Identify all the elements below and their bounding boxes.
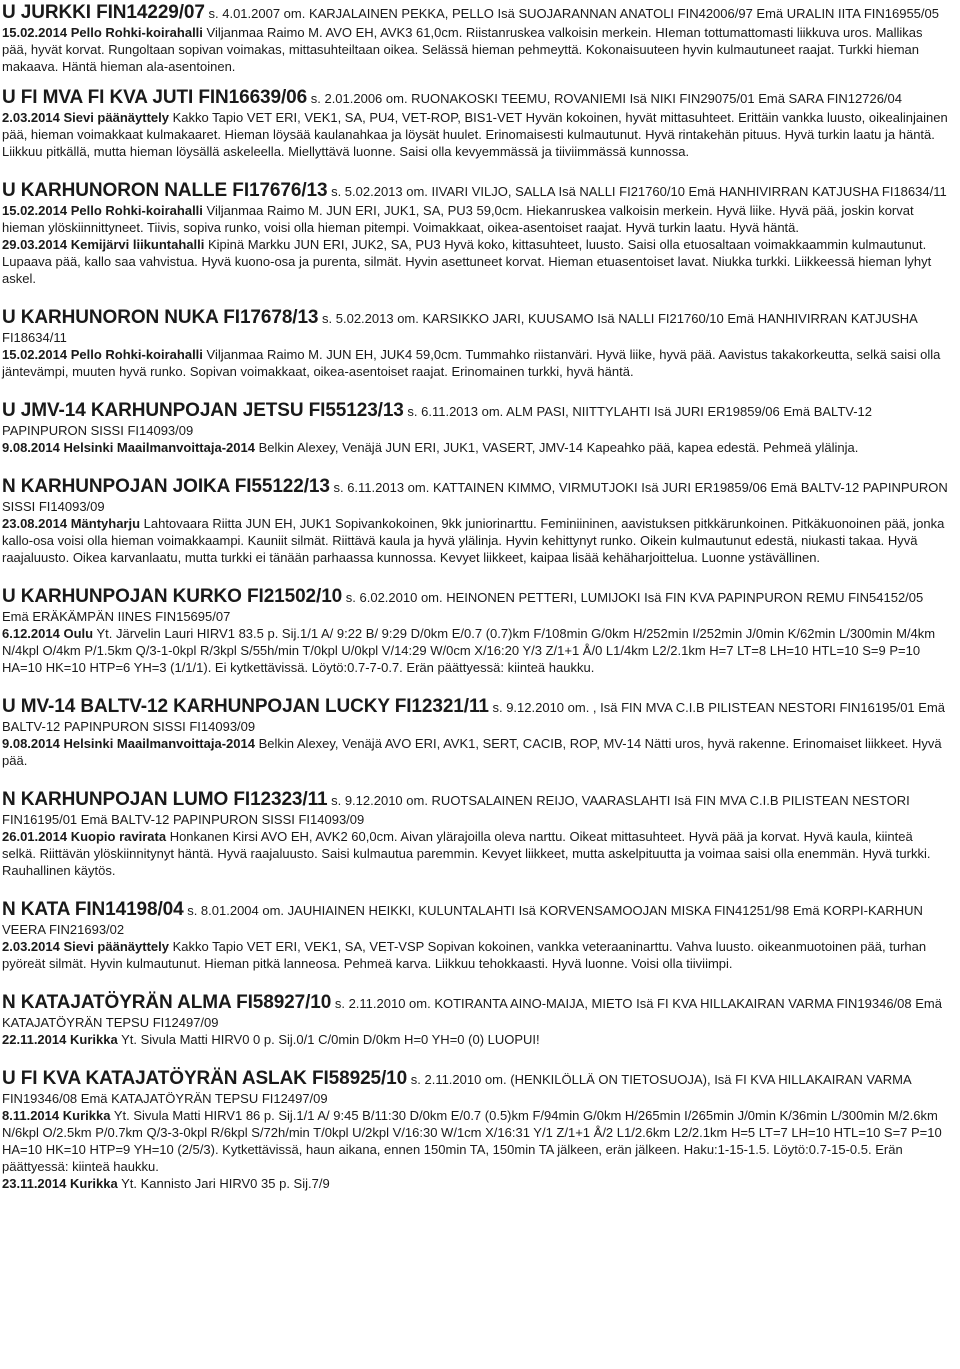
entry-heading xyxy=(2,696,948,735)
event-name: Sievi päänäyttely xyxy=(63,939,169,954)
dog-name: U KARHUNORON NALLE FI17676/13 xyxy=(2,180,328,201)
dog-pedigree: s. 2.11.2010 om. KOTIRANTA AINO-MAIJA, MIETO Isä FI KVA HILLAKAIRAN VARMA FIN19346/08 Emä KATAJATÖYRÄN TEPSU FI12497/09 xyxy=(2,996,942,1030)
dog-entry xyxy=(2,87,948,160)
entry-heading xyxy=(2,899,948,938)
show-result xyxy=(2,1107,948,1175)
show-result xyxy=(2,236,948,287)
dog-entry xyxy=(2,586,948,676)
event-date: 2.03.2014 xyxy=(2,939,60,954)
show-result xyxy=(2,625,948,676)
dog-pedigree: s. 2.01.2006 om. RUONAKOSKI TEEMU, ROVANIEMI Isä NIKI FIN29075/01 Emä SARA FIN12726/04 xyxy=(310,91,902,106)
event-critique: Lahtovaara Riitta JUN EH, JUK1 Sopivankokoinen, 9kk juniorinarttu. Feminiininen, aavistuksen pitkkärunkoinen. Pitkäkuonoinen pää, jonka kallo-osa voisi olla hieman voimakkaampi. Kauniit silmät. Riittävä kaula ja hyvä ylälinja. Hyvin kehittynyt runko. Oikein kulmautunut edestä, niukasti takaa. Hyvä raajaluusto. Oikea karvanlaatu, mutta turkki ei tänään parhaassa kunnossa. Kevyet liikkeet, kaipaa lisää kehäharjoittelua. Luonne ystävällinen. xyxy=(2,516,945,565)
event-name: Pello Rohki-koirahalli xyxy=(70,347,203,362)
event-date: 26.01.2014 xyxy=(2,829,68,844)
event-critique: Kakko Tapio VET ERI, VEK1, SA, VET-VSP Sopivan kokoinen, vankka veteraaninarttu. Vahva luusto. oikeanmuotoinen pää, turhan pyöreät silmät. Hyvin kulmautunut. Hieman pitkä lanneosa. Pehmeä karva. Liikkuu tehokkaasti. Hyvä luonne. Voisi olla tiiviimpi. xyxy=(2,939,927,971)
event-date: 29.03.2014 xyxy=(2,237,68,252)
show-result xyxy=(2,346,948,380)
dog-name: N KATAJATÖYRÄN ALMA FI58927/10 xyxy=(2,992,332,1013)
dog-entry xyxy=(2,1068,948,1192)
event-critique: Yt. Järvelin Lauri HIRV1 83.5 p. Sij.1/1 A/ 9:22 B/ 9:29 D/0km E/0.7 (0.7)km F/108min G/0km H/252min I/252min J/0min K/62min L/300min M/4km N/4kpl O/4km P/1.5km Q/3-1-0kpl R/3kpl S/55h/min T/0kpl U/0kpl V/14:29 W/0cm X/16:20 Y/3 Z/1+1 Å/0 L1/4km L2/2.1km H=7 LT=8 LH=10 HTL=10 S=9 P=10 HA=10 HK=10 HTP=6 YH=3 (1/1/1). Ei kytkettävissä. Löytö:0.7-7-0.7. Erän päättyessä: kiinteä haukku. xyxy=(2,626,936,675)
dog-name: U KARHUNORON NUKA FI17678/13 xyxy=(2,307,319,328)
dog-entry xyxy=(2,307,948,380)
dog-entry xyxy=(2,400,948,456)
event-date: 8.11.2014 xyxy=(2,1108,60,1123)
event-critique: Viljanmaa Raimo M. JUN EH, JUK4 59,0cm. Tummahko riistanväri. Hyvä liike, hyvä pää. Aavistus takakorkeutta, selkä saisi olla jäntevämpi, muuten hyvä runko. Sopivan voimakkaat, oikea-asentoiset raajat. Erinomainen turkki, hyvä häntä. xyxy=(2,347,941,379)
event-name: Oulu xyxy=(63,626,94,641)
show-result xyxy=(2,828,948,879)
event-date: 22.11.2014 xyxy=(2,1032,67,1047)
dog-pedigree: s. 6.11.2013 om. KATTAINEN KIMMO, VIRMUTJOKI Isä JURI ER19859/06 Emä BALTV-12 PAPINPURON SISSI FI14093/09 xyxy=(2,480,948,514)
show-result xyxy=(2,1175,948,1192)
event-name: Helsinki Maailmanvoittaja-2014 xyxy=(63,440,255,455)
entry-heading xyxy=(2,2,948,24)
dog-name: U FI KVA KATAJATÖYRÄN ASLAK FI58925/10 xyxy=(2,1068,408,1089)
show-result xyxy=(2,202,948,236)
event-date: 23.11.2014 xyxy=(2,1176,67,1191)
entry-heading xyxy=(2,1068,948,1107)
dog-pedigree: s. 5.02.2013 om. IIVARI VILJO, SALLA Isä NALLI FI21760/10 Emä HANHIVIRRAN KATJUSHA FI18634/11 xyxy=(331,184,947,199)
event-name: Mäntyharju xyxy=(70,516,141,531)
show-result xyxy=(2,515,948,566)
entry-heading xyxy=(2,586,948,625)
dog-pedigree: s. 6.02.2010 om. HEINONEN PETTERI, LUMIJOKI Isä FIN KVA PAPINPURON REMU FIN54152/05 Emä ERÄKÄMPÄN IINES FIN15695/07 xyxy=(2,590,924,624)
event-critique: Belkin Alexey, Venäjä JUN ERI, JUK1, VASERT, JMV-14 Kapeahko pää, kapea edestä. Pehmeä ylälinja. xyxy=(258,440,859,455)
event-critique: Viljanmaa Raimo M. AVO EH, AVK3 61,0cm. Riistanruskea valkoisin merkein. HIeman tottumattomasti liikkuva uros. Mallikas pää, hyvät korvat. Rungoltaan sopivan voimakas, mittasuhteiltaan oikea. Selässä hieman pehmeyttä. Kokonaisuuteen hyvin kulmautuneet raajat. Turkki hieman makaava. Häntä hieman ala-asentoinen. xyxy=(2,25,923,74)
event-date: 2.03.2014 xyxy=(2,110,60,125)
show-result xyxy=(2,439,948,456)
dog-name: U KARHUNPOJAN KURKO FI21502/10 xyxy=(2,586,343,607)
dog-name: U FI MVA FI KVA JUTI FIN16639/06 xyxy=(2,87,308,108)
dog-pedigree: s. 4.01.2007 om. KARJALAINEN PEKKA, PELLO Isä SUOJARANNAN ANATOLI FIN42006/97 Emä URALIN IITA FIN16955/05 xyxy=(208,6,939,21)
dog-pedigree: s. 8.01.2004 om. JAUHIAINEN HEIKKI, KULUNTALAHTI Isä KORVENSAMOOJAN MISKA FIN41251/98 Emä KORPI-KARHUN VEERA FIN21693/02 xyxy=(2,903,923,937)
event-date: 6.12.2014 xyxy=(2,626,60,641)
show-result xyxy=(2,1031,948,1048)
event-name: Kurikka xyxy=(69,1176,118,1191)
dog-entry xyxy=(2,476,948,566)
show-result xyxy=(2,24,948,75)
event-name: Helsinki Maailmanvoittaja-2014 xyxy=(63,736,255,751)
event-critique: Yt. Sivula Matti HIRV0 0 p. Sij.0/1 C/0min D/0km H=0 YH=0 (0) LUOPUI! xyxy=(121,1032,540,1047)
event-date: 15.02.2014 xyxy=(2,25,68,40)
entry-heading xyxy=(2,180,948,202)
entry-heading xyxy=(2,992,948,1031)
event-critique: Yt. Sivula Matti HIRV1 86 p. Sij.1/1 A/ 9:45 B/11:30 D/0km E/0.7 (0.5)km F/94min G/0km H/265min I/265min J/0min K/36min L/300min M/2.6km N/6kpl O/2.5km P/0.7km Q/3-3-0kpl R/6kpl S/72h/min T/0kpl U/2kpl V/16:30 W/1cm X/16:31 Y/1 Z/1+1 Å/2 L1/2.6km L2/2.1km H=5 LT=7 LH=10 HTL=10 S=7 P=10 HA=10 HK=10 HTP=9 YH=10 (2/5/3). Kytkettävissä, haun aikana, ennen 150min TA, 150min TA jälkeen, erän jälkeen. Haku:1-15-1.5. Löytö:0.7-15-0.5. Erän päättyessä: kiinteä haukku. xyxy=(2,1108,942,1174)
dog-entry xyxy=(2,696,948,769)
dog-name: N KARHUNPOJAN LUMO FI12323/11 xyxy=(2,789,328,810)
event-date: 23.08.2014 xyxy=(2,516,68,531)
event-date: 9.08.2014 xyxy=(2,736,60,751)
event-date: 9.08.2014 xyxy=(2,440,60,455)
entry-heading xyxy=(2,789,948,828)
event-date: 15.02.2014 xyxy=(2,347,68,362)
dog-entry xyxy=(2,899,948,972)
event-critique: Kakko Tapio VET ERI, VEK1, SA, PU4, VET-ROP, BIS1-VET Hyvän kokoinen, hyvät mittasuhteet. Erittäin vankka luusto, oikealinjainen pää, hieman voimakkaat kulmakaaret. Hieman löysää kaulanahkaa ja löysät huulet. Erinomaisesti kulmautunut. Hyvä rintakehän pituus. Hyvä turkin laatu ja häntä. Liikkuu pitkällä, mutta hieman löysällä askeleella. Miellyttävä luonne. Saisi olla kevyemmässä ja tiiviimmässä kunnossa. xyxy=(2,110,948,159)
dog-entry xyxy=(2,789,948,879)
show-result xyxy=(2,735,948,769)
dog-name: N KATA FIN14198/04 xyxy=(2,899,184,920)
dog-pedigree: s. 9.12.2010 om. , Isä FIN MVA C.I.B PILISTEAN NESTORI FIN16195/01 Emä BALTV-12 PAPINPURON SISSI FI14093/09 xyxy=(2,700,945,734)
entry-heading xyxy=(2,307,948,346)
event-critique: Kipinä Markku JUN ERI, JUK2, SA, PU3 Hyvä koko, kittasuhteet, luusto. Saisi olla etuosaltaan voimakkaammin kulmautunut. Lupaava pää, kallo saa vahvistua. Hyvä kuono-osa ja purenta, silmät. Hyvin asettuneet korvat. Hieman etuasentoiset lavat. Niukka turkki. Liikkeessä hieman lyhyt askel. xyxy=(2,237,932,286)
dog-name: U JURKKI FIN14229/07 xyxy=(2,2,205,23)
event-critique: Honkanen Kirsi AVO EH, AVK2 60,0cm. Aivan ylärajoilla oleva narttu. Oikeat mittasuhteet. Hyvä pää ja korvat. Hyvä kaula, kiinteä selkä. Riittävän ylöskiinnitynyt häntä. Hyvä raajaluusto. Saisi kulmautua paremmin. Kevyet liikkeet, mutta askelpituutta ja voimaa saisi olla enemmän. Hyvä turkki. Rauhallinen käytös. xyxy=(2,829,931,878)
event-name: Pello Rohki-koirahalli xyxy=(70,203,203,218)
event-critique: Viljanmaa Raimo M. JUN ERI, JUK1, SA, PU3 59,0cm. Hiekanruskea valkoisin merkein. Hyvä liike. Hyvä pää, joskin korvat hieman ylöskiinnittyneet. Tiivis, sopiva runko, voisi olla hieman pitempi. Voimakkaat, oikea-asentoiset raajat. Hyvä turkin laatu. Hyvä häntä. xyxy=(2,203,914,235)
dog-entry xyxy=(2,2,948,75)
entry-heading xyxy=(2,87,948,109)
event-name: Kemijärvi liikuntahalli xyxy=(70,237,205,252)
dog-name: U MV-14 BALTV-12 KARHUNPOJAN LUCKY FI12321/11 xyxy=(2,696,489,717)
event-critique: Belkin Alexey, Venäjä AVO ERI, AVK1, SERT, CACIB, ROP, MV-14 Nätti uros, hyvä rakenne. Erinomaiset liikkeet. Hyvä pää. xyxy=(2,736,942,768)
dog-pedigree: s. 5.02.2013 om. KARSIKKO JARI, KUUSAMO Isä NALLI FI21760/10 Emä HANHIVIRRAN KATJUSHA FI18634/11 xyxy=(2,311,918,345)
event-date: 15.02.2014 xyxy=(2,203,68,218)
entry-heading xyxy=(2,476,948,515)
dog-name: U JMV-14 KARHUNPOJAN JETSU FI55123/13 xyxy=(2,400,404,421)
event-name: Sievi päänäyttely xyxy=(63,110,169,125)
dog-entry xyxy=(2,180,948,287)
event-name: Kuopio ravirata xyxy=(70,829,167,844)
dog-pedigree: s. 9.12.2010 om. RUOTSALAINEN REIJO, VAARASLAHTI Isä FIN MVA C.I.B PILISTEAN NESTORI FIN16195/01 Emä BALTV-12 PAPINPURON SISSI FI14093/09 xyxy=(2,793,910,827)
event-critique: Yt. Kannisto Jari HIRV0 35 p. Sij.7/9 xyxy=(121,1176,330,1191)
dog-pedigree: s. 2.11.2010 om. (HENKILÖLLÄ ON TIETOSUOJA), Isä FI KVA HILLAKAIRAN VARMA FIN19346/08 Emä KATAJATÖYRÄN TEPSU FI12497/09 xyxy=(2,1072,911,1106)
show-result xyxy=(2,938,948,972)
dog-entry xyxy=(2,992,948,1048)
event-name: Kurikka xyxy=(69,1032,118,1047)
dog-name: N KARHUNPOJAN JOIKA FI55122/13 xyxy=(2,476,330,497)
entry-heading xyxy=(2,400,948,439)
event-name: Pello Rohki-koirahalli xyxy=(70,25,203,40)
dog-pedigree: s. 6.11.2013 om. ALM PASI, NIITTYLAHTI Isä JURI ER19859/06 Emä BALTV-12 PAPINPURON SISSI FI14093/09 xyxy=(2,404,872,438)
show-result xyxy=(2,109,948,160)
event-name: Kurikka xyxy=(62,1108,111,1123)
